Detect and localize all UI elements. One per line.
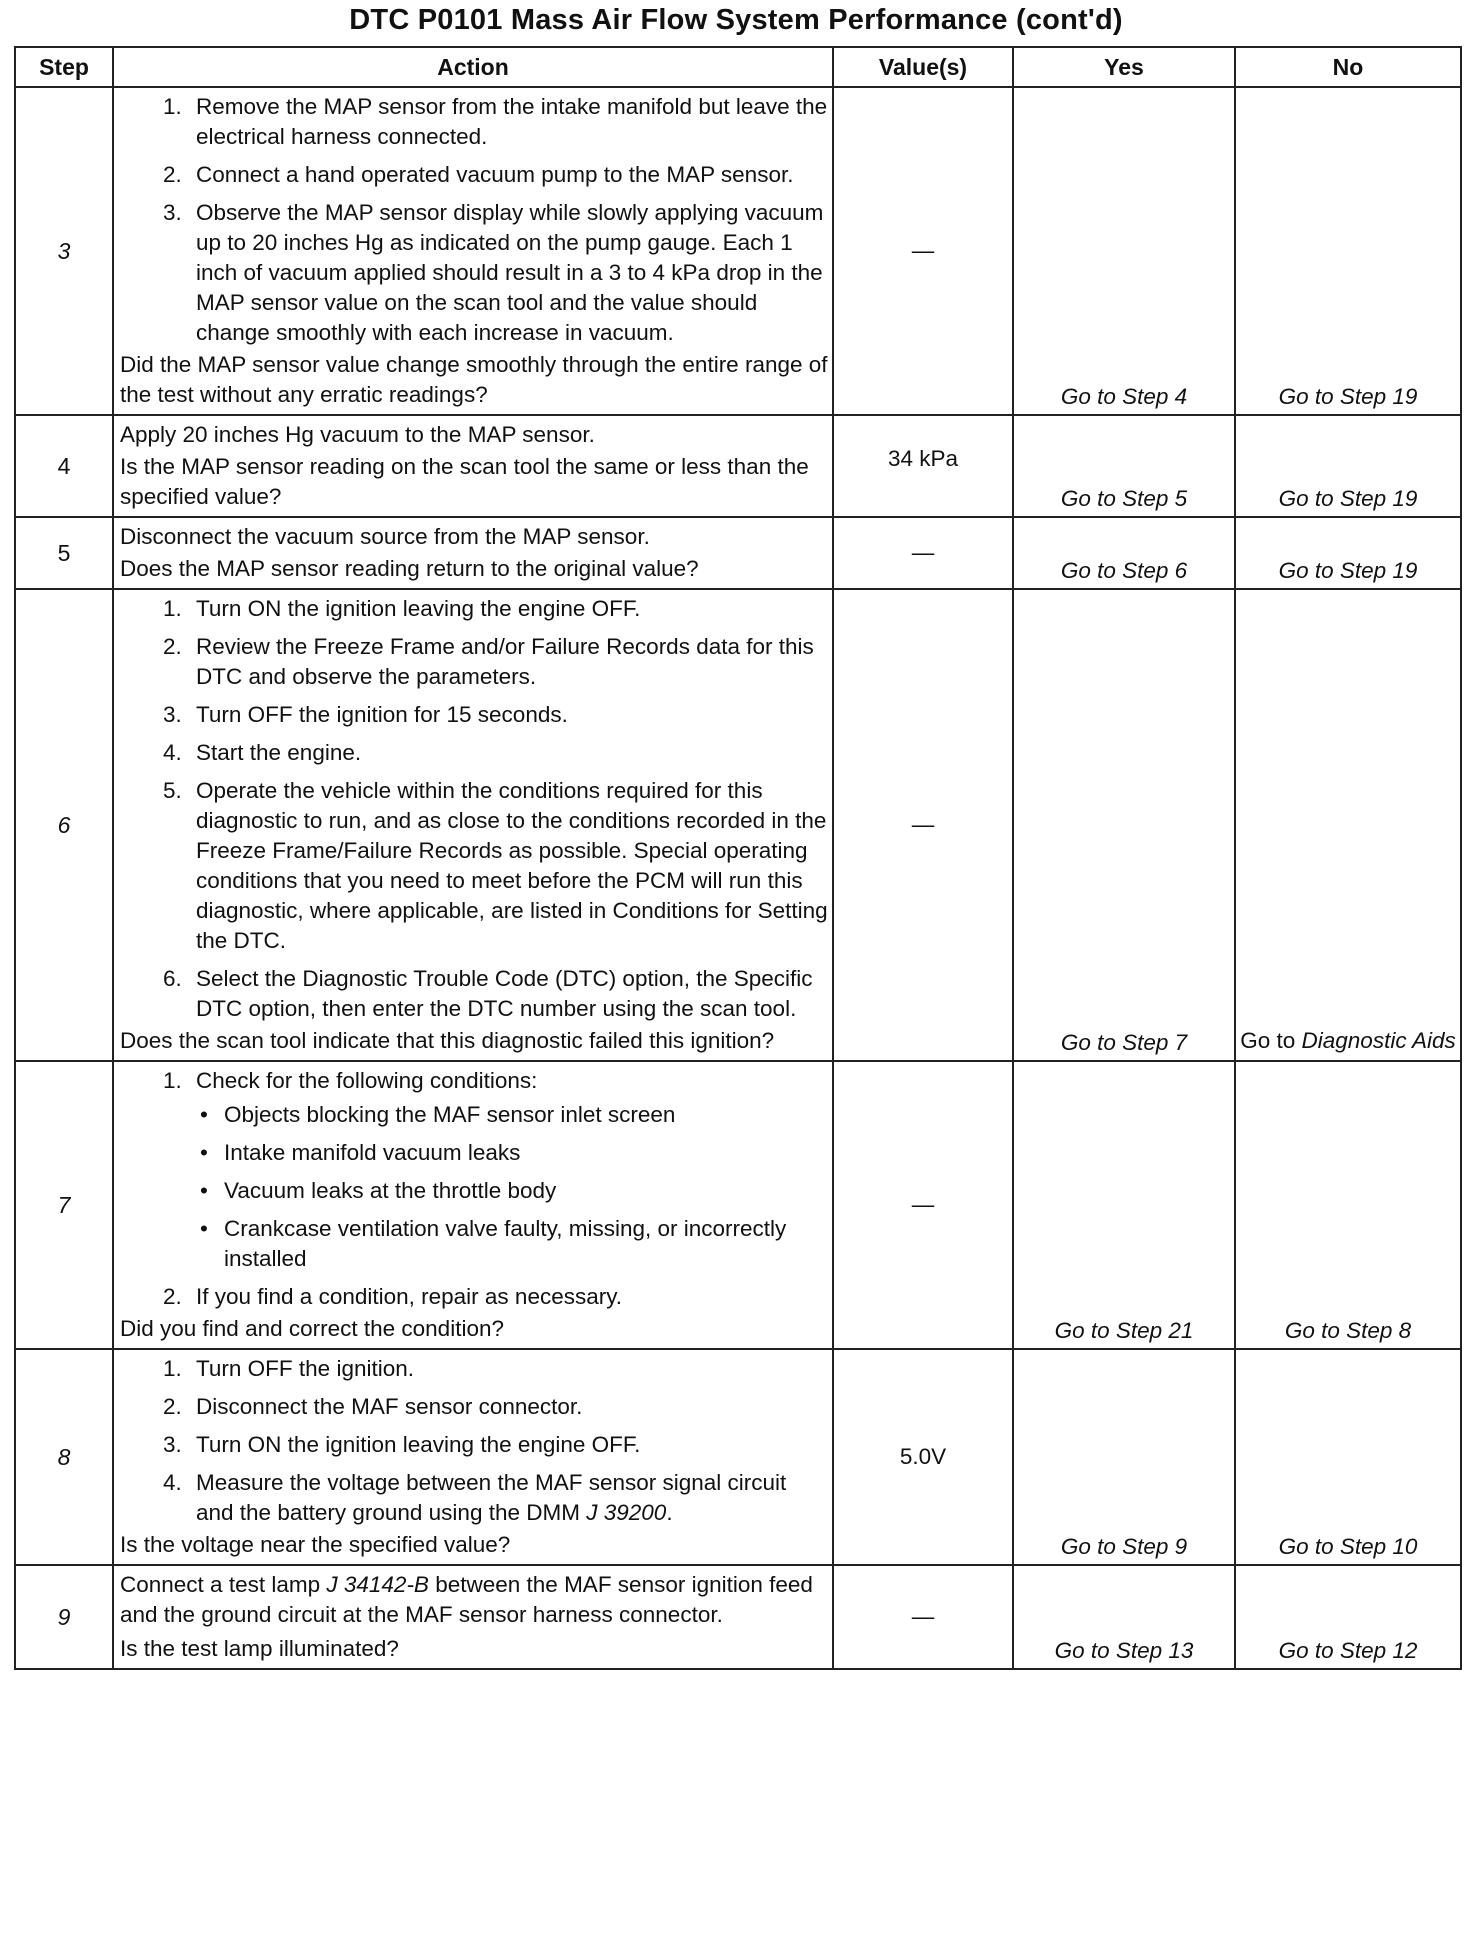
header-action: Action — [113, 47, 833, 87]
step-number: 9 — [15, 1565, 113, 1669]
no-cell: Go to Step 12 — [1235, 1565, 1461, 1669]
value-cell: — — [833, 517, 1013, 589]
action-text: between the MAF sensor ignition feed and the ground circuit at the MAF sensor harness connector. — [120, 1572, 813, 1627]
value-cell: — — [833, 589, 1013, 1061]
condition-item: • Crankcase ventilation valve faulty, missing, or incorrectly installed — [196, 1214, 828, 1274]
diagnostic-table — [14, 46, 1462, 1670]
yes-cell: Go to Step 6 — [1013, 517, 1235, 589]
action-question: Does the scan tool indicate that this diagnostic failed this ignition? — [120, 1028, 775, 1053]
action-cell — [113, 1565, 833, 1669]
action-cell — [113, 1349, 833, 1565]
table-row-step-7 — [15, 1061, 1461, 1349]
action-item: 2. Review the Freeze Frame and/or Failure Records data for this DTC and observe the parameters. — [188, 632, 828, 692]
yes-cell: Go to Step 7 — [1013, 589, 1235, 1061]
action-item — [188, 1468, 828, 1528]
step-number: 7 — [15, 1061, 113, 1349]
action-cell — [113, 589, 833, 1061]
no-cell: Go to Step 19 — [1235, 415, 1461, 517]
header-yes: Yes — [1013, 47, 1235, 87]
action-list — [120, 1066, 828, 1312]
condition-item: • Objects blocking the MAF sensor inlet screen — [196, 1100, 828, 1130]
table-row-step-3 — [15, 87, 1461, 415]
value-cell: 5.0V — [833, 1349, 1013, 1565]
yes-cell: Go to Step 21 — [1013, 1061, 1235, 1349]
no-cell — [1235, 589, 1461, 1061]
action-item: 3. Turn ON the ignition leaving the engine OFF. — [188, 1430, 828, 1460]
action-item: 1. Turn ON the ignition leaving the engine OFF. — [188, 594, 828, 624]
action-cell — [113, 1061, 833, 1349]
action-item: 2. Disconnect the MAF sensor connector. — [188, 1392, 828, 1422]
condition-item: • Vacuum leaks at the throttle body — [196, 1176, 828, 1206]
action-item: 4. Start the engine. — [188, 738, 828, 768]
header-values: Value(s) — [833, 47, 1013, 87]
table-header-row — [15, 47, 1461, 87]
table-row-step-5 — [15, 517, 1461, 589]
action-item: 1. Remove the MAP sensor from the intake manifold but leave the electrical harness connected. — [188, 92, 828, 152]
action-instruction: Apply 20 inches Hg vacuum to the MAP sensor. — [120, 422, 595, 447]
condition-list — [196, 1100, 828, 1274]
value-cell: — — [833, 1565, 1013, 1669]
action-item: 3. Observe the MAP sensor display while slowly applying vacuum up to 20 inches Hg as indicated on the pump gauge. Each 1 inch of vacuum applied should result in a 3 to 4 kPa drop in the MAP sensor value on the scan tool and the value should change smoothly with each increase in vacuum. — [188, 198, 828, 348]
step-number: 5 — [15, 517, 113, 589]
header-step: Step — [15, 47, 113, 87]
step-number: 4 — [15, 415, 113, 517]
yes-cell: Go to Step 13 — [1013, 1565, 1235, 1669]
value-cell: 34 kPa — [833, 415, 1013, 517]
action-question: Is the voltage near the specified value? — [120, 1532, 511, 1557]
no-cell-prefix: Go to — [1240, 1028, 1296, 1053]
page-title: DTC P0101 Mass Air Flow System Performance (cont'd) — [349, 4, 1123, 36]
action-cell — [113, 517, 833, 589]
no-cell: Go to Step 8 — [1235, 1061, 1461, 1349]
table-row-step-4 — [15, 415, 1461, 517]
table-row-step-9 — [15, 1565, 1461, 1669]
action-instruction: Disconnect the vacuum source from the MAP sensor. — [120, 524, 650, 549]
action-item: 5. Operate the vehicle within the conditions required for this diagnostic to run, and as close to the conditions recorded in the Freeze Frame/Failure Records as possible. Special operating conditions that you need to meet before the PCM will run this diagnostic, where applicable, are listed in Conditions for Setting the DTC. — [188, 776, 828, 956]
action-list — [120, 594, 828, 1024]
no-cell: Go to Step 19 — [1235, 87, 1461, 415]
action-item: 2. If you find a condition, repair as necessary. — [188, 1282, 828, 1312]
step-number: 6 — [15, 589, 113, 1061]
table-row-step-6 — [15, 589, 1461, 1061]
action-question: Did you find and correct the condition? — [120, 1316, 504, 1341]
action-item: 3. Turn OFF the ignition for 15 seconds. — [188, 700, 828, 730]
action-item: 6. Select the Diagnostic Trouble Code (DTC) option, the Specific DTC option, then enter the DTC number using the scan tool. — [188, 964, 828, 1024]
no-cell: Go to Step 10 — [1235, 1349, 1461, 1565]
action-list — [120, 1354, 828, 1528]
value-cell: — — [833, 87, 1013, 415]
yes-cell: Go to Step 4 — [1013, 87, 1235, 415]
tool-number: J 34142-B — [326, 1572, 429, 1597]
action-instruction — [120, 1570, 828, 1630]
tool-number: J 39200 — [586, 1500, 667, 1525]
no-cell: Go to Step 19 — [1235, 517, 1461, 589]
header-no: No — [1235, 47, 1461, 87]
action-item-text: Check for the following conditions: — [196, 1068, 538, 1093]
punctuation: . — [666, 1500, 673, 1525]
action-question: Is the test lamp illuminated? — [120, 1636, 399, 1661]
diagnostic-aids-link[interactable]: Diagnostic Aids — [1301, 1028, 1456, 1053]
action-question: Does the MAP sensor reading return to the original value? — [120, 556, 699, 581]
action-item: 1. Turn OFF the ignition. — [188, 1354, 828, 1384]
action-question: Is the MAP sensor reading on the scan tool the same or less than the specified value? — [120, 454, 809, 509]
table-row-step-8 — [15, 1349, 1461, 1565]
action-item — [188, 1066, 828, 1274]
yes-cell: Go to Step 5 — [1013, 415, 1235, 517]
condition-item: • Intake manifold vacuum leaks — [196, 1138, 828, 1168]
value-cell: — — [833, 1061, 1013, 1349]
action-text: Connect a test lamp — [120, 1572, 321, 1597]
action-item-text: Measure the voltage between the MAF sensor signal circuit and the battery ground using the DMM — [196, 1470, 787, 1525]
action-cell — [113, 415, 833, 517]
action-item: 2. Connect a hand operated vacuum pump to the MAP sensor. — [188, 160, 828, 190]
action-question: Did the MAP sensor value change smoothly through the entire range of the test without any erratic readings? — [120, 352, 828, 407]
action-cell — [113, 87, 833, 415]
yes-cell: Go to Step 9 — [1013, 1349, 1235, 1565]
step-number: 8 — [15, 1349, 113, 1565]
step-number: 3 — [15, 87, 113, 415]
action-list — [120, 92, 828, 348]
